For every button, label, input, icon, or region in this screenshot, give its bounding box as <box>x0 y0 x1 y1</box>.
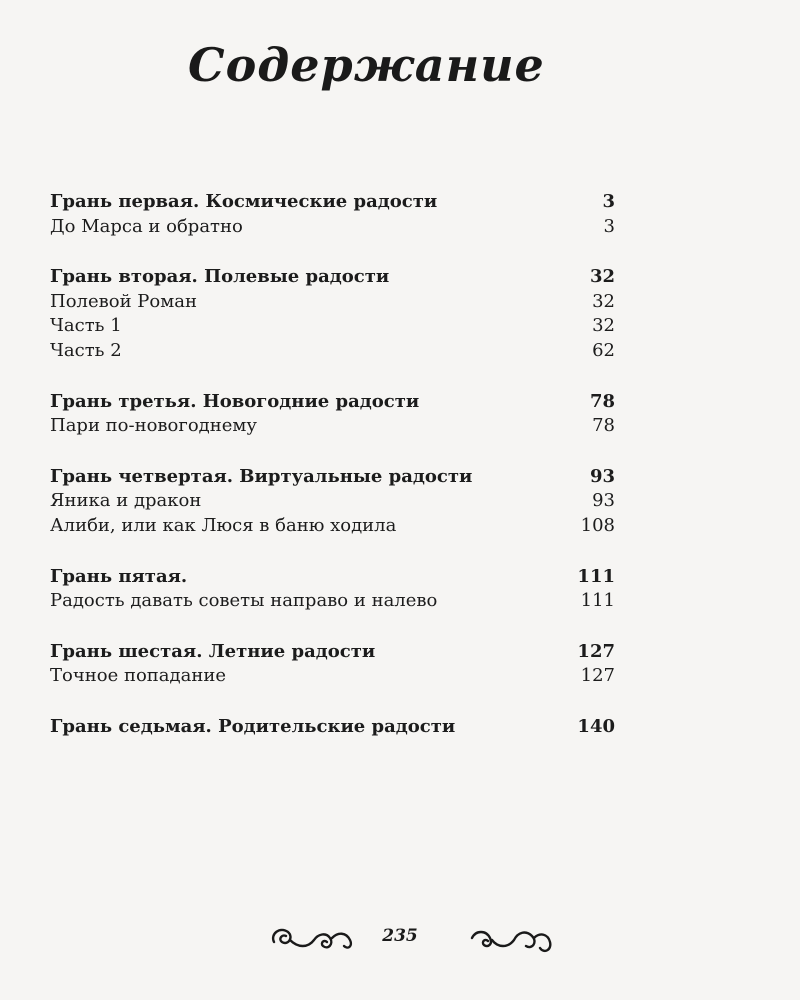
toc-section <box>50 390 615 439</box>
toc-heading-label: Грань четвертая. Виртуальные радости <box>50 465 473 487</box>
toc-entry <box>50 290 615 315</box>
toc-entry <box>50 339 615 364</box>
toc-entry-page: 93 <box>592 490 615 512</box>
toc-heading-page: 140 <box>577 715 615 737</box>
toc-heading-label: Грань третья. Новогодние радости <box>50 390 420 412</box>
toc-entry-label: Алиби, или как Люся в баню ходила <box>50 514 397 536</box>
toc-entry-page: 111 <box>580 590 615 612</box>
toc-heading-label: Грань вторая. Полевые радости <box>50 266 390 288</box>
toc-entry-page: 108 <box>580 514 615 536</box>
toc-entry-label: До Марса и обратно <box>50 215 243 237</box>
toc-entry <box>50 514 615 539</box>
toc-section-heading <box>50 265 615 290</box>
toc-heading-page: 32 <box>589 266 615 288</box>
toc-entry-page: 32 <box>592 315 615 337</box>
toc-section-heading <box>50 640 615 665</box>
toc-entry-label: Часть 1 <box>50 315 122 337</box>
toc-heading-page: 3 <box>602 191 615 212</box>
toc-entry-page: 62 <box>592 339 615 361</box>
toc-heading-label: Грань седьмая. Родительские радости <box>50 715 456 737</box>
toc-heading-page: 127 <box>577 640 615 662</box>
toc-heading-label: Грань шестая. Летние радости <box>50 640 376 662</box>
toc-entry-page: 127 <box>580 665 615 687</box>
toc-section-heading <box>50 190 615 215</box>
toc-entry-label: Точное попадание <box>50 665 226 687</box>
toc-section <box>50 265 615 363</box>
flourish-right-icon <box>466 918 556 958</box>
toc-section <box>50 465 615 539</box>
toc-section-heading <box>50 565 615 590</box>
toc-heading-page: 78 <box>589 390 615 412</box>
toc-section <box>50 640 615 689</box>
toc-entry-page: 78 <box>592 415 615 437</box>
toc-entry-page: 32 <box>592 290 615 312</box>
toc-entry <box>50 664 615 689</box>
toc-entry <box>50 314 615 339</box>
toc-heading-page: 111 <box>577 565 615 587</box>
toc-section-heading <box>50 465 615 490</box>
toc-entry-label: Радость давать советы направо и налево <box>50 590 438 612</box>
toc-section <box>50 565 615 614</box>
toc-section-heading <box>50 390 615 415</box>
toc-entry-label: Пари по-новогоднему <box>50 415 257 437</box>
toc-heading-label: Грань пятая. <box>50 565 188 587</box>
toc-entry <box>50 215 615 240</box>
toc-entry-label: Полевой Роман <box>50 290 197 312</box>
toc-section <box>50 715 615 740</box>
page-number: 235 <box>382 926 418 946</box>
toc-entry-page: 3 <box>603 215 615 237</box>
toc-entry-label: Часть 2 <box>50 339 122 361</box>
toc-heading-label: Грань первая. Космические радости <box>50 191 438 212</box>
toc-heading-page: 93 <box>589 465 615 487</box>
toc-entry <box>50 489 615 514</box>
toc-entry-label: Яника и дракон <box>50 490 202 512</box>
flourish-left-icon <box>268 918 358 958</box>
table-of-contents <box>50 190 615 766</box>
toc-entry <box>50 414 615 439</box>
toc-entry <box>50 589 615 614</box>
toc-section <box>50 190 615 239</box>
toc-section-heading <box>50 715 615 740</box>
page-title: Содержание <box>188 38 545 92</box>
